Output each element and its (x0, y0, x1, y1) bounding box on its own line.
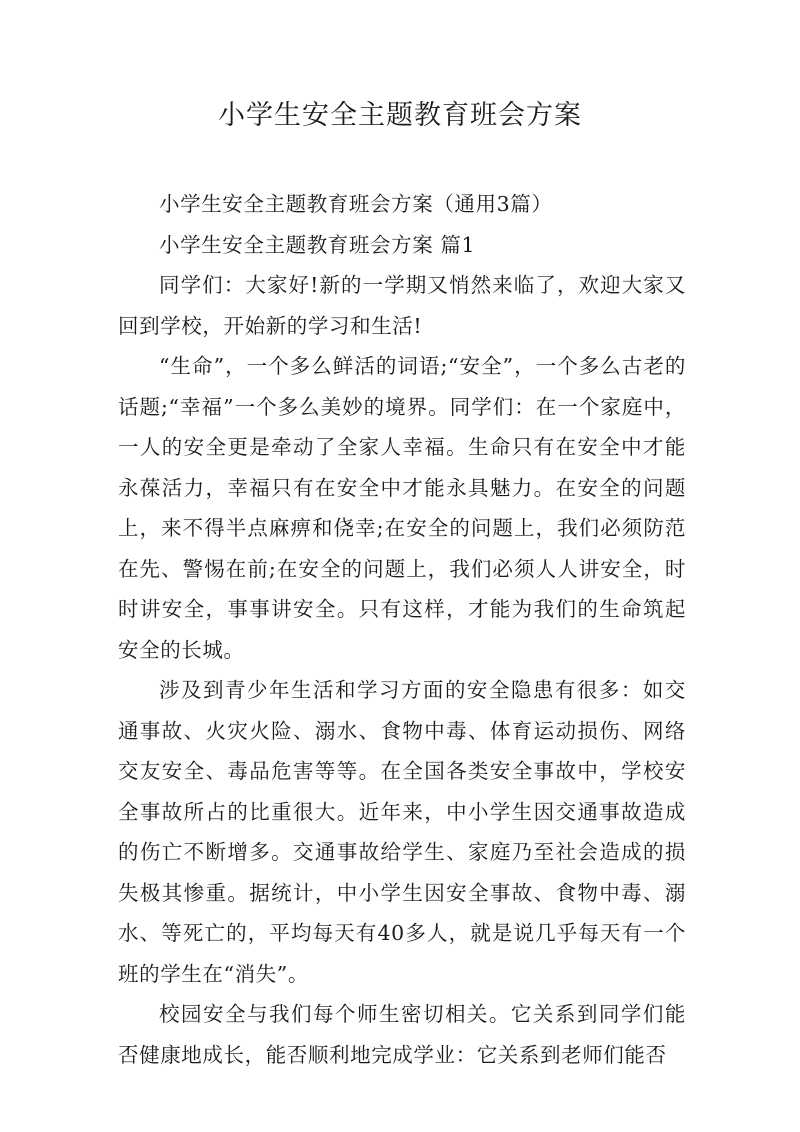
section-heading-paragraph: 小学生安全主题教育班会方案 篇1 (159, 232, 476, 257)
body-paragraph: 校园安全与我们每个师生密切相关。它关系到同学们能否健康地成长，能否顺利地完成学业：它关系到老师们能否 (118, 1002, 686, 1067)
greeting-paragraph: 同学们：大家好!新的一学期又悄然来临了，欢迎大家又回到学校，开始新的学习和生活! (118, 273, 686, 338)
body-paragraph: 涉及到青少年生活和学习方面的安全隐患有很多：如交通事故、火灾火险、溺水、食物中毒、体育运动损伤、网络交友安全、毒品危害等等。在全国各类安全事故中，学校安全事故所占的比重很大。近年来，中小学生因交通事故造成的伤亡不断增多。交通事故给学生、家庭乃至社会造成的损失极其惨重。据统计，中小学生因安全事故、食物中毒、溺水、等死亡的，平均每天有40多人，就是说几乎每天有一个班的学生在“消失”。 (118, 678, 686, 986)
subtitle-paragraph: 小学生安全主题教育班会方案（通用3篇） (159, 192, 553, 216)
document-body (118, 184, 686, 1075)
body-paragraph: “生命”，一个多么鲜活的词语;“安全”，一个多么古老的话题;“幸福”一个多么美妙的境界。同学们：在一个家庭中，一人的安全更是牵动了全家人幸福。生命只有在安全中才能永葆活力，幸福只有在安全中才能永具魅力。在安全的问题上，来不得半点麻痹和侥幸;在安全的问题上，我们必须防范在先、警惕在前;在安全的问题上，我们必须人人讲安全，时时讲安全，事事讲安全。只有这样，才能为我们的生命筑起安全的长城。 (118, 354, 686, 662)
document-title: 小学生安全主题教育班会方案 (218, 100, 582, 131)
